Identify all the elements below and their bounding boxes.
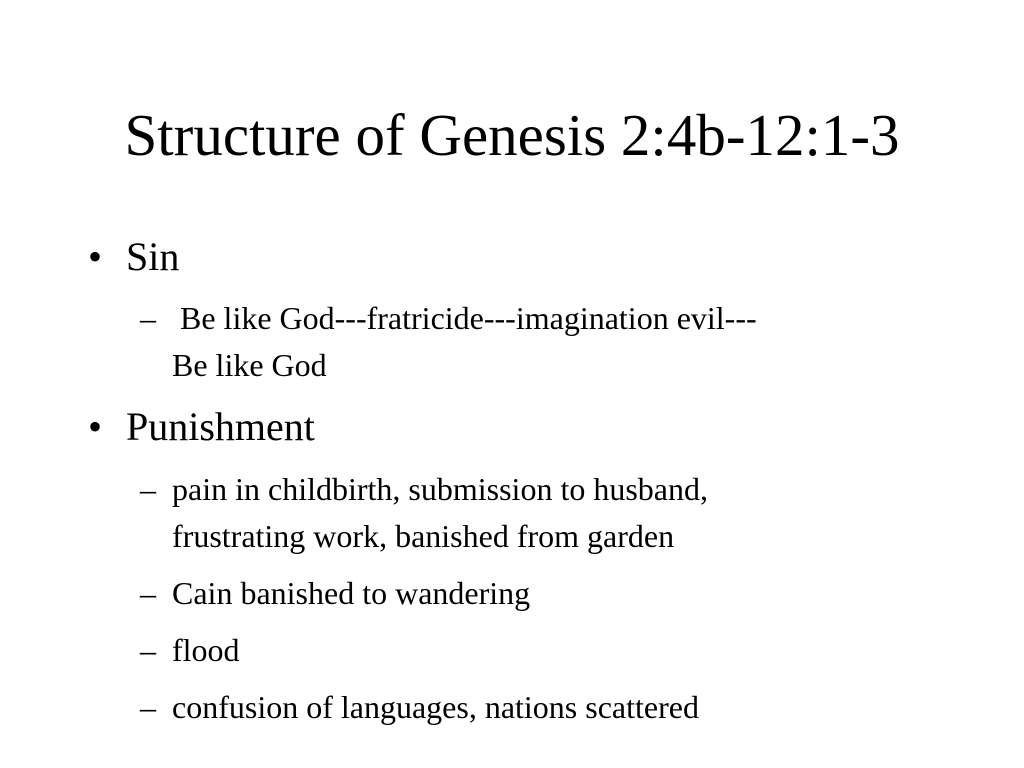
sub-bullet-line: confusion of languages, nations scattered	[172, 689, 699, 725]
bullet-label: Sin	[126, 234, 180, 279]
dash-marker: –	[140, 300, 156, 336]
bullet-marker: •	[88, 234, 103, 279]
slide-title: Structure of Genesis 2:4b-12:1-3	[124, 102, 900, 168]
dash-marker: –	[140, 575, 156, 611]
dash-marker: –	[140, 689, 156, 725]
sub-bullet-line: Be like God---fratricide---imagination evil---	[172, 300, 757, 336]
bullet-marker: •	[88, 404, 103, 449]
sub-bullet-line: frustrating work, banished from garden	[172, 518, 675, 554]
sub-bullet-line: Be like God	[172, 347, 327, 383]
dash-marker: –	[140, 471, 156, 507]
sub-bullet-line: flood	[172, 632, 240, 668]
sub-bullet-line: pain in childbirth, submission to husband,	[172, 471, 708, 507]
bullet-label: Punishment	[126, 404, 315, 449]
sub-bullet-line: Cain banished to wandering	[172, 575, 531, 611]
dash-marker: –	[140, 632, 156, 668]
